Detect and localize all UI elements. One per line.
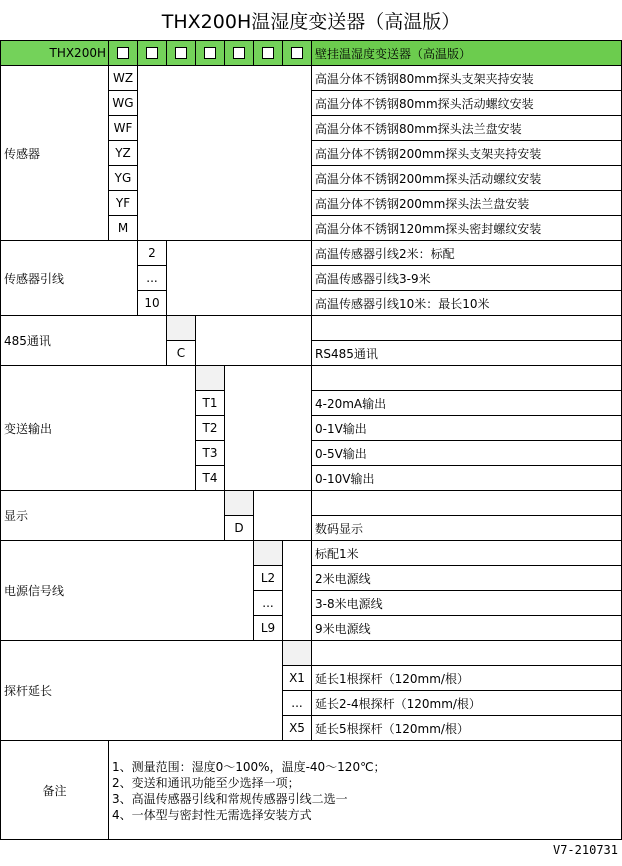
option-desc: 延长2-4根探杆（120mm/根） [311,690,622,715]
model-label: THX200H [49,46,106,60]
model-header [0,40,108,65]
option-code: YZ [108,140,137,165]
section-label-probe-extension: 探杆延长 [0,640,282,740]
option-desc: 高温分体不锈钢80mm探头支架夹持安装 [311,65,622,90]
code-slot-6 [253,40,282,65]
blank-area [253,490,311,540]
empty-code-cell [166,315,195,340]
empty-box-icon [291,47,303,59]
option-code: T2 [195,415,224,440]
empty-code-cell [253,540,282,565]
option-code: L9 [253,615,282,640]
empty-box-icon [233,47,245,59]
section-label-comm: 485通讯 [0,315,166,365]
note-line: 2、变送和通讯功能至少选择一项； [112,775,300,790]
option-desc: 数码显示 [311,515,622,540]
option-code: T4 [195,465,224,490]
option-desc: 4-20mA输出 [311,390,622,415]
option-code: X1 [282,665,311,690]
blank-area [195,315,311,365]
page-title: THX200H温湿度变送器（高温版） [161,11,461,33]
option-code: WG [108,90,137,115]
empty-code-cell [224,490,253,515]
option-desc: 高温分体不锈钢120mm探头密封螺纹安装 [311,215,622,240]
option-desc-default: 标配1米 [311,540,622,565]
option-desc: 高温分体不锈钢80mm探头法兰盘安装 [311,115,622,140]
code-slot-4 [195,40,224,65]
section-label-output: 变送输出 [0,365,195,490]
option-code: L2 [253,565,282,590]
code-slot-3 [166,40,195,65]
option-code: YG [108,165,137,190]
option-desc: 9米电源线 [311,615,622,640]
option-code: 2 [137,240,166,265]
option-code: ... [253,590,282,615]
blank-area [166,240,311,315]
option-code: ... [282,690,311,715]
option-code: ... [137,265,166,290]
option-desc: 延长1根探杆（120mm/根） [311,665,622,690]
section-label-sensor-lead: 传感器引线 [0,240,137,315]
option-desc: 3-8米电源线 [311,590,622,615]
option-desc: 高温分体不锈钢80mm探头活动螺纹安装 [311,90,622,115]
empty-box-icon [204,47,216,59]
table-border-bottom [0,839,622,840]
note-line: 3、高温传感器引线和常规传感器引线二选一 [112,791,348,806]
section-label-display: 显示 [0,490,224,540]
option-code: D [224,515,253,540]
option-desc: 延长5根探杆（120mm/根） [311,715,622,740]
option-desc: 0-1V输出 [311,415,622,440]
option-desc: 0-10V输出 [311,465,622,490]
section-label-sensor: 传感器 [0,65,108,240]
option-code: YF [108,190,137,215]
version-label: V7-210731 [552,843,618,857]
option-desc: 高温传感器引线2米：标配 [311,240,622,265]
blank-area [224,365,311,490]
empty-code-cell [282,640,311,665]
empty-box-icon [175,47,187,59]
empty-code-cell [195,365,224,390]
empty-box-icon [262,47,274,59]
option-desc: RS485通讯 [311,340,622,365]
option-desc: 高温传感器引线10米：最长10米 [311,290,622,315]
header-description: 壁挂温湿度变送器（高温版） [311,40,622,65]
empty-desc-cell [311,365,622,390]
blank-area [137,65,311,240]
blank-area [282,540,311,640]
empty-desc-cell [311,490,622,515]
empty-box-icon [146,47,158,59]
option-desc: 高温分体不锈钢200mm探头支架夹持安装 [311,140,622,165]
code-slot-5 [224,40,253,65]
option-code: X5 [282,715,311,740]
selection-table [0,40,622,840]
option-code: T1 [195,390,224,415]
option-desc: 高温传感器引线3-9米 [311,265,622,290]
option-code: WZ [108,65,137,90]
code-slot-7 [282,40,311,65]
option-desc: 0-5V输出 [311,440,622,465]
option-code: 10 [137,290,166,315]
section-label-power-cable: 电源信号线 [0,540,253,640]
code-slot-2 [137,40,166,65]
code-slot-1 [108,40,137,65]
empty-desc-cell [311,640,622,665]
empty-desc-cell [311,315,622,340]
option-code: WF [108,115,137,140]
option-code: M [108,215,137,240]
empty-box-icon [117,47,129,59]
option-desc: 高温分体不锈钢200mm探头法兰盘安装 [311,190,622,215]
option-code: T3 [195,440,224,465]
note-line: 1、测量范围：湿度0～100%，温度-40～120℃； [112,759,386,774]
notes-content [108,740,622,840]
option-desc: 高温分体不锈钢200mm探头活动螺纹安装 [311,165,622,190]
option-code: C [166,340,195,365]
notes-label: 备注 [0,740,108,840]
note-line: 4、一体型与密封性无需选择安装方式 [112,807,312,822]
option-desc: 2米电源线 [311,565,622,590]
